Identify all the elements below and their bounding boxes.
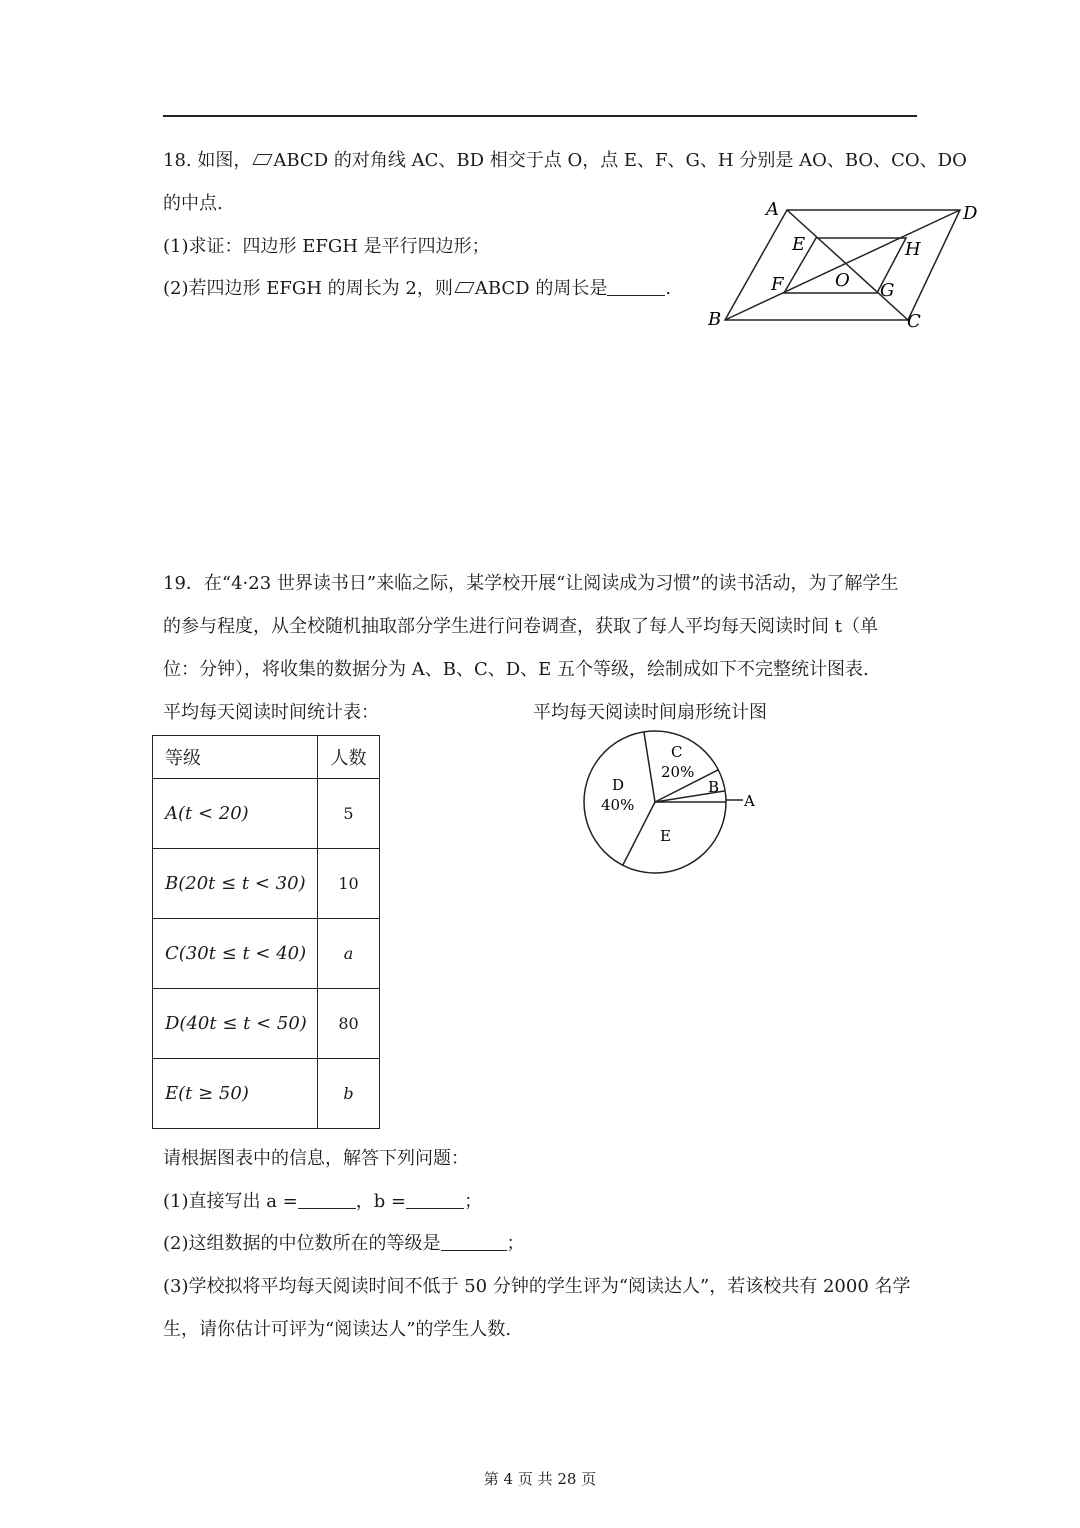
q18-part-1: (1)求证：四边形 EFGH 是平行四边形； — [163, 236, 490, 257]
q19-line-1: 19．在“4·23 世界读书日”来临之际，某学校开展“让阅读成为习惯”的读书活动，为了解学生 — [163, 573, 899, 594]
count-cell: b — [318, 1059, 380, 1129]
q19-part-1 — [163, 1190, 482, 1214]
q18-text-b: ABCD 的对角线 AC、BD 相交于点 O，点 E、F、G、H 分别是 AO、BO、CO、DO — [273, 150, 967, 171]
q19-part-2 — [163, 1232, 525, 1256]
q19-line-2: 的参与程度，从全校随机抽取部分学生进行问卷调查，获取了每人平均每天阅读时间 t（单 — [163, 616, 878, 637]
label-e: E — [792, 234, 806, 255]
table-row — [153, 989, 380, 1059]
label-h: H — [905, 239, 921, 260]
table-header-row — [153, 736, 380, 779]
header-grade: 等级 — [153, 736, 318, 779]
label-c: C — [907, 311, 921, 332]
q19-part-3-line-1: (3)学校拟将平均每天阅读时间不低于 50 分钟的学生评为“阅读达人”，若该校共有 2000 名学 — [163, 1276, 911, 1297]
q19-part-3-line-2: 生，请你估计可评为“阅读达人”的学生人数. — [163, 1319, 512, 1340]
q18-p2-text-b: ABCD 的周长是 — [474, 278, 608, 299]
pie-chart — [575, 722, 775, 877]
pie-percent-c: 20% — [661, 763, 695, 781]
grade-cell: E(t ≥ 50) — [153, 1059, 318, 1129]
reading-time-table — [152, 735, 380, 1129]
q19-line-3: 位：分钟），将收集的数据分为 A、B、C、D、E 五个等级，绘制成如下不完整统计图表. — [163, 659, 869, 680]
header-count: 人数 — [318, 736, 380, 779]
label-g: G — [880, 280, 895, 301]
label-b: B — [708, 309, 722, 330]
label-d: D — [963, 203, 978, 224]
q18-answer-blank[interactable] — [607, 277, 665, 296]
grade-cell: A(t < 20) — [153, 779, 318, 849]
page-footer: 第 4 页 共 28 页 — [483, 1470, 597, 1488]
pie-percent-d: 40% — [601, 796, 635, 814]
parallelogram-icon — [454, 282, 474, 293]
table-row — [153, 919, 380, 989]
q19-p1-text-a: (1)直接写出 a = — [163, 1191, 298, 1212]
q18-line-2: 的中点. — [163, 193, 223, 214]
q18-p2-text-a: (2)若四边形 EFGH 的周长为 2，则 — [163, 278, 453, 299]
pie-title: 平均每天阅读时间扇形统计图 — [533, 702, 767, 723]
parallelogram-figure — [700, 195, 1000, 335]
answer-b-blank[interactable] — [406, 1190, 464, 1209]
pie-label-e: E — [660, 827, 671, 845]
q19-p1-text-c: ； — [464, 1191, 483, 1212]
count-cell: 80 — [318, 989, 380, 1059]
pie-label-b: B — [708, 778, 720, 796]
table-row — [153, 849, 380, 919]
label-o: O — [835, 270, 850, 291]
pie-label-d: D — [612, 776, 625, 794]
count-cell: 10 — [318, 849, 380, 919]
table-row — [153, 779, 380, 849]
label-f: F — [771, 274, 784, 295]
pie-label-c: C — [671, 743, 683, 761]
grade-cell: D(40t ≤ t < 50) — [153, 989, 318, 1059]
pie-label-a: A — [744, 792, 755, 810]
count-cell: a — [318, 919, 380, 989]
grade-cell: C(30t ≤ t < 40) — [153, 919, 318, 989]
header-rule — [163, 115, 917, 117]
parallelogram-icon — [253, 154, 273, 165]
diagonal-bd — [725, 210, 960, 320]
label-a: A — [766, 199, 779, 220]
median-grade-blank[interactable] — [441, 1232, 507, 1251]
q18-text-a: 18. 如图， — [163, 150, 252, 171]
pie-slice-boundary — [644, 732, 655, 802]
q18-p2-text-c: . — [665, 278, 672, 299]
grade-cell: B(20t ≤ t < 30) — [153, 849, 318, 919]
q19-p1-text-b: ，b = — [355, 1191, 407, 1212]
table-title: 平均每天阅读时间统计表： — [163, 702, 379, 723]
q18-line-1 — [163, 149, 967, 173]
q19-p2-text-b: ； — [506, 1233, 525, 1254]
answer-a-blank[interactable] — [298, 1190, 356, 1209]
count-cell: 5 — [318, 779, 380, 849]
q18-part-2 — [163, 277, 671, 301]
table-row — [153, 1059, 380, 1129]
diagonal-ac — [787, 210, 908, 320]
q19-p2-text-a: (2)这组数据的中位数所在的等级是 — [163, 1233, 441, 1254]
q19-instructions: 请根据图表中的信息，解答下列问题： — [163, 1148, 469, 1169]
